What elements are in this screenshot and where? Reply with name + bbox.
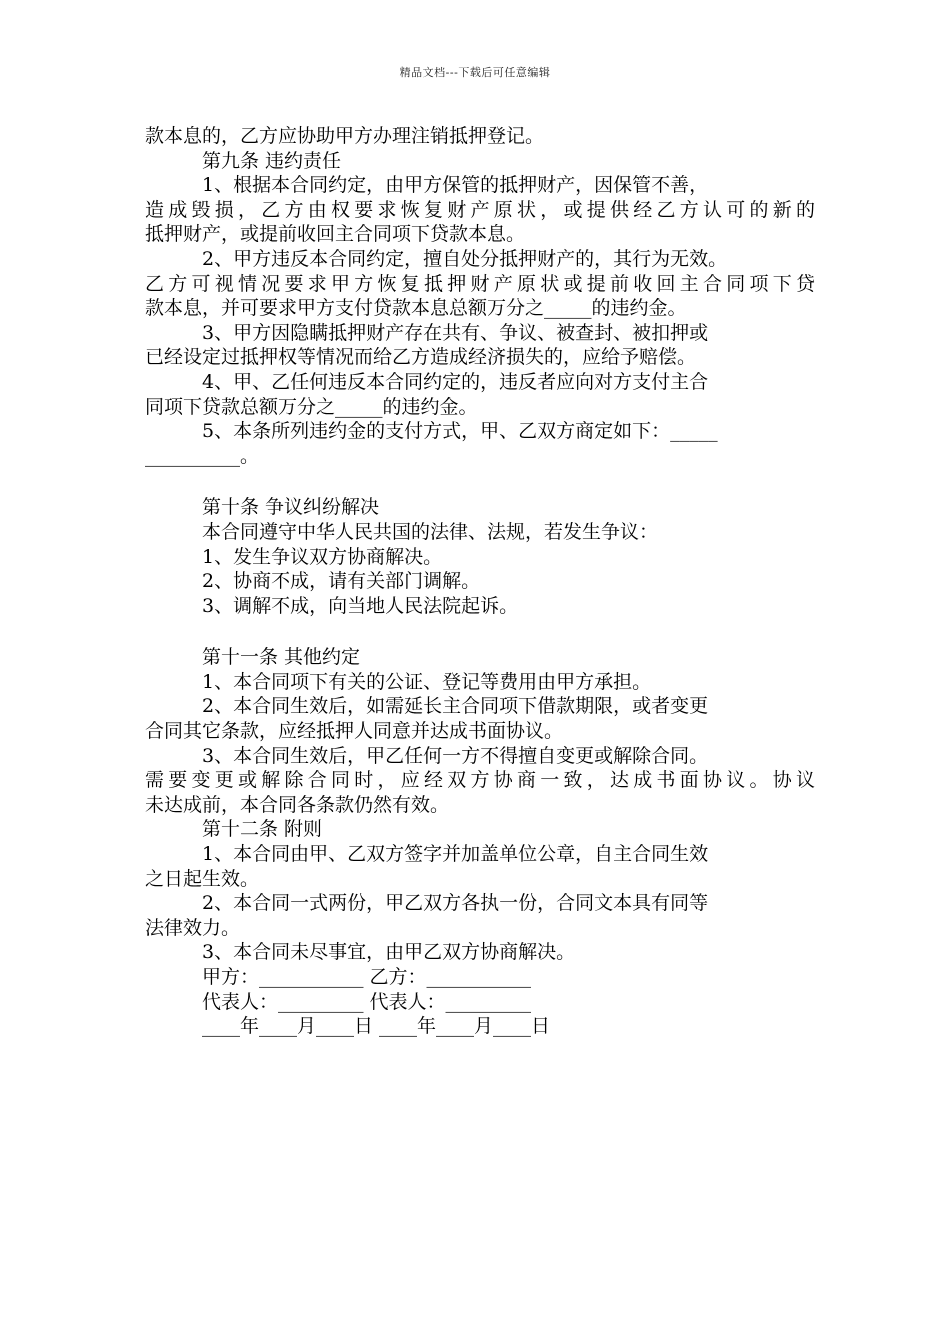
text-line: 法律效力。: [145, 916, 241, 939]
text-line: 之日起生效。: [145, 867, 260, 890]
text-line: 乙方可视情况要求甲方恢复抵押财产原状或提前收回主合同项下贷: [145, 272, 815, 295]
text-line: 本合同遵守中华人民共国的法律、法规，若发生争议：: [202, 520, 659, 543]
text-line: 需要变更或解除合同时，应经双方协商一致，达成书面协议。协议: [145, 769, 815, 792]
text-line: 1、发生争议双方协商解决。: [202, 545, 443, 568]
text-line: 第九条 违约责任: [202, 149, 342, 172]
text-line: 第十二条 附则: [202, 818, 323, 841]
text-line: 已经设定过抵押权等情况而给乙方造成经济损失的，应给予赔偿。: [145, 346, 697, 369]
text-line: 3、调解不成，向当地人民法院起诉。: [202, 594, 519, 617]
text-line: 未达成前，本合同各条款仍然有效。: [145, 793, 450, 816]
text-line: 甲方：___________ 乙方：___________: [202, 966, 532, 988]
text-line: 造成毁损，乙方由权要求恢复财产原状，或提供经乙方认可的新的: [145, 198, 815, 221]
paragraph-gap: [145, 618, 815, 645]
paragraph-gap: [145, 468, 815, 495]
document-body: [145, 124, 815, 1039]
text-line: 同项下贷款总额万分之_____的违约金。: [145, 395, 478, 418]
text-line: 3、本合同未尽事宜，由甲乙双方协商解决。: [202, 941, 576, 964]
text-line: 3、甲方因隐瞒抵押财产存在共有、争议、被查封、被扣押或: [202, 321, 709, 344]
text-line: 1、本合同由甲、乙双方签字并加盖单位公章，自主合同生效: [202, 843, 709, 866]
text-line: 代表人：_________ 代表人：_________: [202, 990, 532, 1013]
text-line: ____年____月____日 ____年____月____日: [202, 1015, 551, 1038]
text-line: 合同其它条款，应经抵押人同意并达成书面协议。: [145, 720, 564, 743]
text-line: 2、本合同一式两份，甲乙双方各执一份，合同文本具有同等: [202, 892, 709, 915]
text-line: 1、根据本合同约定，由甲方保管的抵押财产，因保管不善，: [202, 174, 709, 197]
text-line: 第十一条 其他约定: [202, 646, 361, 669]
text-line: __________。: [145, 444, 260, 467]
text-line: 款本息的，乙方应协助甲方办理注销抵押登记。: [145, 125, 545, 147]
text-line: 2、协商不成，请有关部门调解。: [202, 570, 481, 593]
page-header: 精品文档---下载后可任意编辑: [399, 66, 551, 79]
text-line: 2、甲方违反本合同约定，擅自处分抵押财产的，其行为无效。: [202, 247, 728, 270]
text-line: 5、本条所列违约金的支付方式，甲、乙双方商定如下：_____: [202, 420, 718, 443]
text-line: 4、甲、乙任何违反本合同约定的，违反者应向对方支付主合: [202, 370, 709, 393]
text-line: 款本息，并可要求甲方支付贷款本息总额万分之_____的违约金。: [145, 297, 687, 320]
text-line: 抵押财产，或提前收回主合同项下贷款本息。: [145, 223, 526, 246]
text-line: 2、本合同生效后，如需延长主合同项下借款期限，或者变更: [202, 695, 709, 718]
text-line: 第十条 争议纠纷解决: [202, 496, 380, 519]
text-line: 1、本合同项下有关的公证、登记等费用由甲方承担。: [202, 670, 652, 693]
text-line: 3、本合同生效后，甲乙任何一方不得擅自变更或解除合同。: [202, 744, 709, 767]
